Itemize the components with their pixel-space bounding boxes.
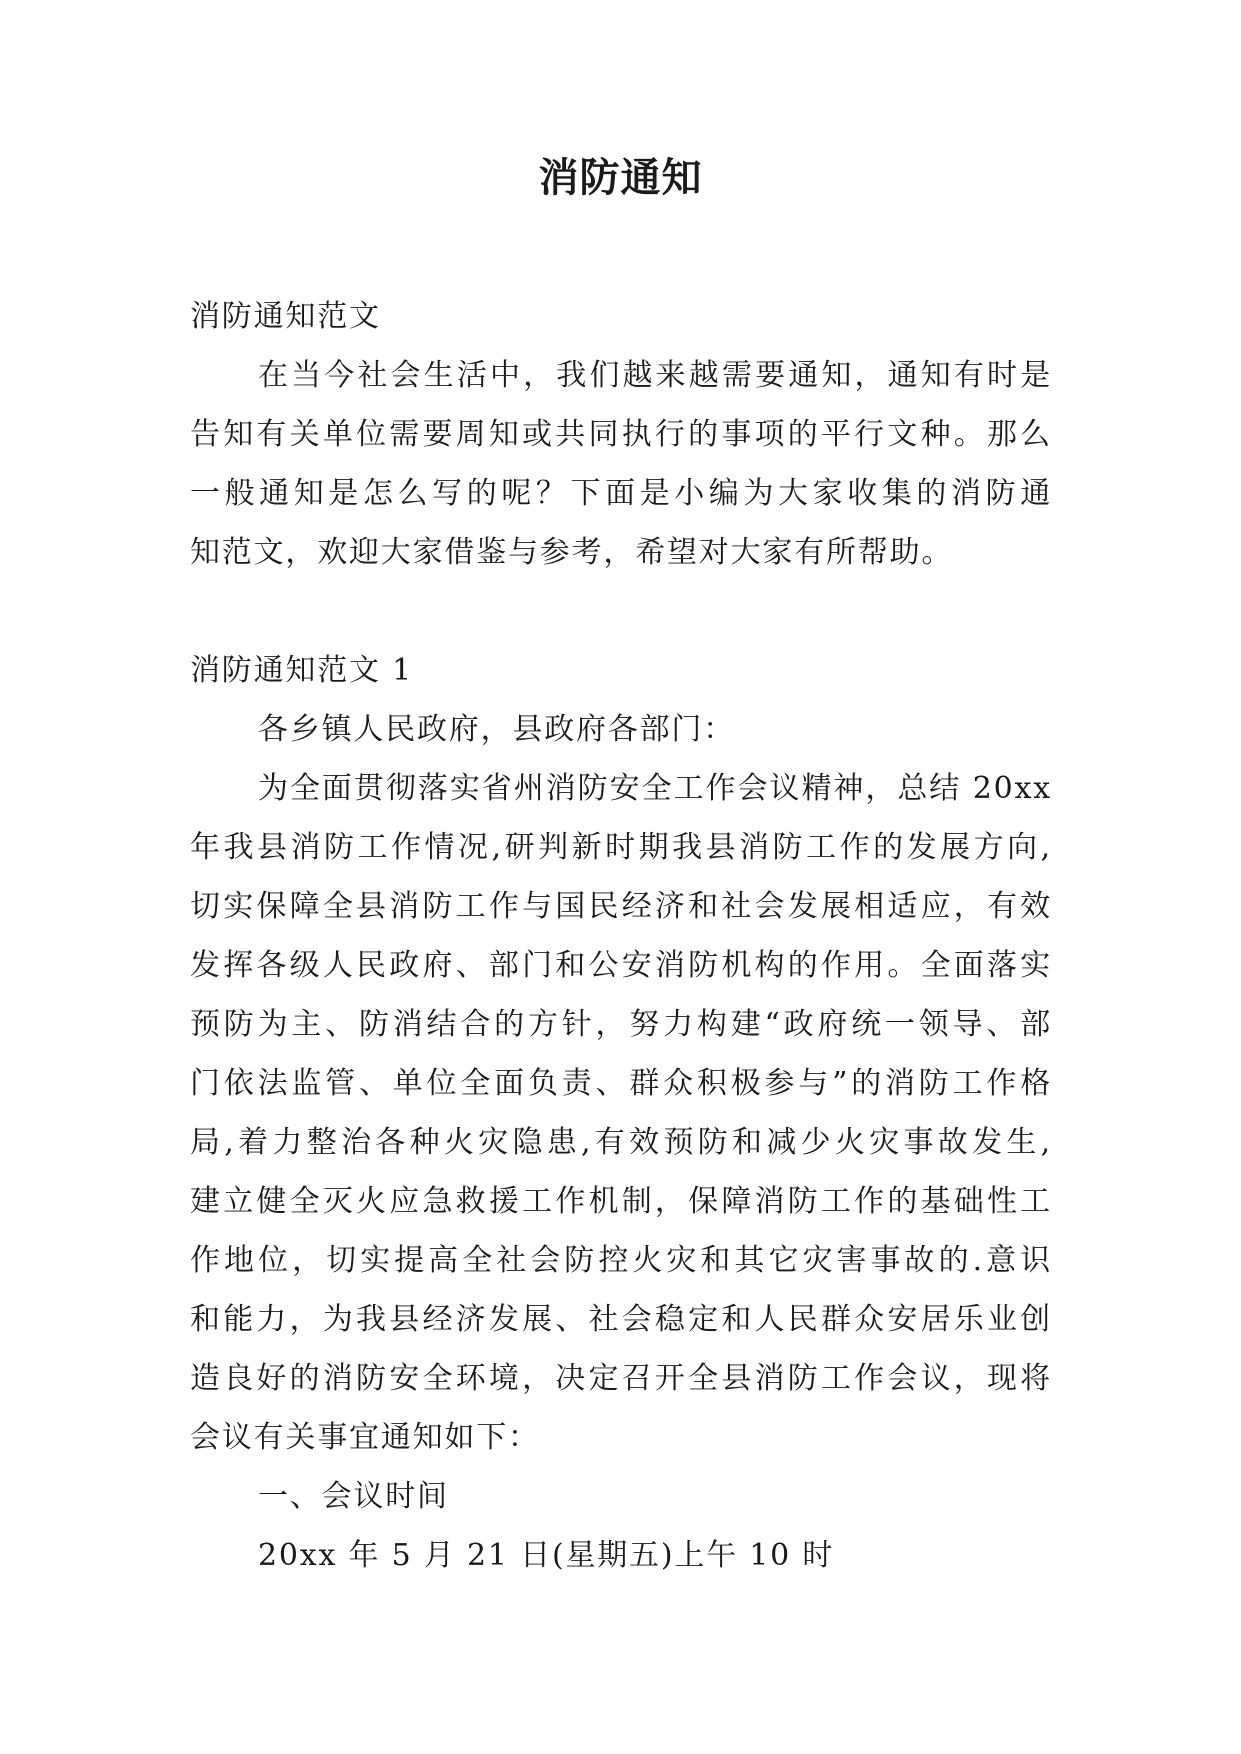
intro-line: 在当今社会生活中，我们越来越需要通知，通知有时是	[258, 358, 1052, 393]
paragraph-line: 建立健全灭火应急救援工作机制，保障消防工作的基础性工	[190, 1184, 1052, 1219]
intro-line: 一般通知是怎么写的呢？下面是小编为大家收集的消防通	[190, 476, 1052, 511]
section-heading: 消防通知范文 1	[190, 653, 414, 688]
section-heading: 一、会议时间	[258, 1479, 449, 1514]
paragraph-line: 会议有关事宜通知如下：	[190, 1420, 540, 1455]
paragraph-line: 发挥各级人民政府、部门和公安消防机构的作用。全面落实	[190, 948, 1052, 983]
paragraph-line: 预防为主、防消结合的方针，努力构建“政府统一领导、部	[190, 1007, 1052, 1042]
paragraph-line: 作地位，切实提高全社会防控火灾和其它灾害事故的.意识	[190, 1243, 1052, 1278]
paragraph-line: 造良好的消防安全环境，决定召开全县消防工作会议，现将	[190, 1361, 1052, 1396]
paragraph-line: 和能力，为我县经济发展、社会稳定和人民群众安居乐业创	[190, 1302, 1052, 1337]
paragraph-line: 切实保障全县消防工作与国民经济和社会发展相适应，有效	[190, 889, 1052, 924]
document-title: 消防通知	[538, 155, 703, 201]
paragraph-line: 年我县消防工作情况,研判新时期我县消防工作的发展方向,	[190, 830, 1052, 865]
intro-line: 告知有关单位需要周知或共同执行的事项的平行文种。那么	[190, 417, 1052, 452]
salutation: 各乡镇人民政府，县政府各部门：	[258, 712, 735, 747]
intro-line: 知范文，欢迎大家借鉴与参考，希望对大家有所帮助。	[190, 535, 954, 570]
paragraph-line: 为全面贯彻落实省州消防安全工作会议精神，总结 20xx	[258, 771, 1052, 806]
document-body	[190, 287, 1052, 1585]
paragraph-gap	[190, 582, 1052, 641]
paragraph-line: 门依法监管、单位全面负责、群众积极参与”的消防工作格	[190, 1066, 1052, 1101]
meeting-time: 20xx 年 5 月 21 日(星期五)上午 10 时	[258, 1538, 835, 1573]
paragraph-line: 局,着力整治各种火灾隐患,有效预防和减少火灾事故发生,	[190, 1125, 1052, 1160]
section-heading: 消防通知范文	[190, 299, 381, 334]
